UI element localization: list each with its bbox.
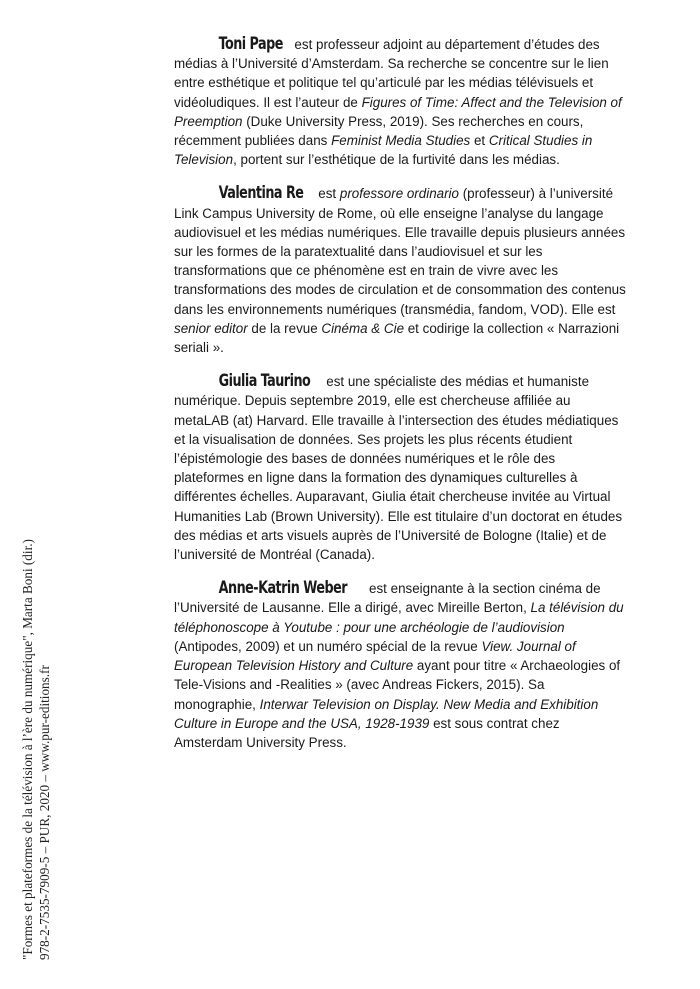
bio-anne-katrin-weber bbox=[174, 578, 626, 752]
bio-name: Toni Pape bbox=[218, 34, 283, 53]
bio-italic: Feminist Media Studies bbox=[331, 133, 471, 149]
bio-name: Anne-Katrin Weber bbox=[218, 578, 348, 598]
bio-name: Giulia Taurino bbox=[218, 371, 311, 391]
bio-text: ayant pour titre « Archaeologies of Tele-Visions and -Realities » (avec Andreas Fickers, 2015). Sa monographie, bbox=[174, 658, 621, 712]
bio-text: est enseignante à la section cinéma de l’Université de Lausanne. Elle a dirigé, avec Mireille Berton, bbox=[174, 581, 601, 616]
bio-valentina-re bbox=[174, 183, 626, 357]
bio-text: (Duke University Press, 2019). Ses recherches en cours, récemment publiées dans bbox=[174, 113, 584, 149]
side-note-title: "Formes et plateformes de la télévision à l’ère du numérique", Marta Boni (dir.) bbox=[20, 539, 35, 960]
bio-text: et codirige la collection « Narrazioni seriali ». bbox=[174, 320, 620, 356]
side-note-isbn: 978-2-7535-7909-5 – PUR, 2020 – www.pur-editions.fr bbox=[36, 665, 52, 960]
bio-italic: View. Journal of European Television History and Culture bbox=[174, 638, 576, 674]
side-copyright-note bbox=[20, 40, 53, 960]
bio-italic: Cinéma & Cie bbox=[321, 320, 405, 336]
bio-toni-pape bbox=[174, 34, 626, 169]
bio-text: (Antipodes, 2009) et un numéro spécial de la revue bbox=[174, 638, 482, 654]
bio-italic: Interwar Television on Display. New Media and Exhibition Culture in Europe and the USA, 1928-1939 bbox=[174, 696, 599, 731]
bio-text: , portent sur l’esthétique de la furtivité dans les médias. bbox=[233, 152, 560, 168]
bio-italic: senior editor bbox=[174, 320, 248, 336]
bio-text: est professeur adjoint au département d’études des médias à l’Université d’Amsterdam. Sa recherche se concentre sur le lien entre esthétique et politique tel qu’articulé par les médias télévisuels et vidéoludiques. Il est l’auteur de bbox=[174, 37, 609, 110]
bio-text: est une spécialiste des médias et humaniste numérique. Depuis septembre 2019, elle est chercheuse affiliée au metaLAB (at) Harvard. Elle travaille à l’intersection des études médiatiques et la visualisation de données. Ses projets les plus récents étudient l’épistémologie des bases de données numériques et le rôle des plateformes en ligne dans la formation des dynamiques culturelles à différentes échelles. Auparavant, Giulia était chercheuse invitée au Virtual Humanities Lab (Brown University). Elle est titulaire d’un doctorat en études des médias et arts visuels auprès de l’Université de Bologne (Italie) et de l’université de Montréal (Canada). bbox=[174, 374, 623, 563]
bio-italic: La télévision du téléphonoscope à Youtube : pour une archéologie de l’audiovision bbox=[174, 600, 624, 635]
bio-italic: Critical Studies in Television bbox=[174, 133, 593, 168]
bio-text: (professeur) à l’université Link Campus University de Rome, où elle enseigne l’analyse du langage audiovisuel et les médias numériques. Elle travaille depuis plusieurs années sur les formes de la paratextualité dans l’audiovisuel et sur les transformations que ce phénomène est en train de vivre avec les transformations des modes de circulation et de consommation des contenus dans les environnements numériques (transmédia, fandom, VOD). Elle est bbox=[174, 186, 626, 317]
bio-italic: Figures of Time: Affect and the Television of Preemption bbox=[174, 94, 622, 129]
bio-italic: professore ordinario bbox=[339, 186, 459, 202]
bio-text: de la revue bbox=[247, 320, 322, 336]
bio-text: est sous contrat chez Amsterdam University Press. bbox=[174, 715, 560, 750]
bio-text: est bbox=[314, 186, 340, 202]
bio-column bbox=[174, 34, 626, 766]
bio-name: Valentina Re bbox=[218, 183, 304, 203]
bio-text: et bbox=[470, 133, 489, 149]
bio-giulia-taurino bbox=[174, 371, 626, 564]
